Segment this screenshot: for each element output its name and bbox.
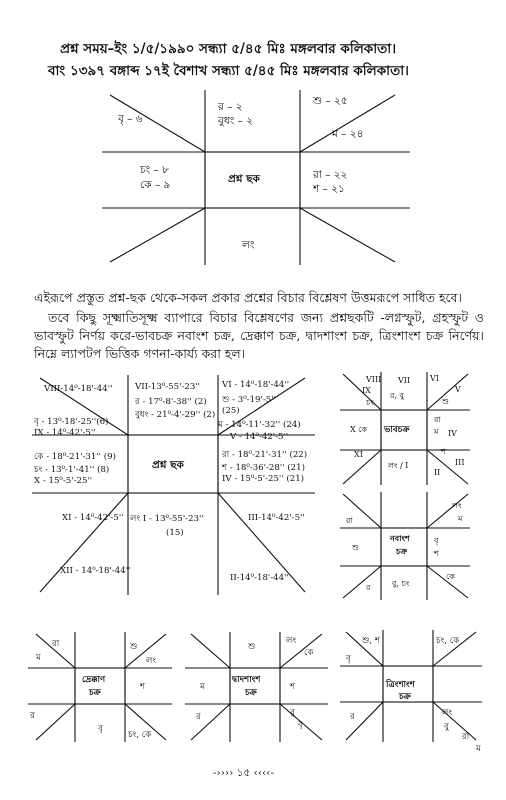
- chart1-mid-right-2: শ – ২১: [313, 183, 345, 195]
- bhava-v: V: [455, 385, 461, 394]
- drekkana-sha: শ: [140, 682, 146, 692]
- navamsha-m: ম: [458, 514, 463, 523]
- drekkana-ra: রা: [52, 639, 60, 649]
- navamsha-ke: কে: [446, 572, 455, 581]
- bhava-ix: IX: [362, 386, 371, 395]
- chart2-sha: শ - 18⁰-36'-28'' (21): [222, 463, 305, 473]
- bhava-shu: শু: [442, 397, 449, 406]
- chart2-cha: চং - 13⁰-1'-41'' (8): [34, 465, 110, 475]
- bhava-ii: II: [434, 468, 441, 477]
- chart1-mid-left-2: কে – ৯: [140, 179, 171, 191]
- chart2-shu-n: (25): [222, 406, 240, 416]
- chart2-ii: II-14⁰-18'-44'': [230, 573, 289, 583]
- bhava-x-ke: X কে: [350, 425, 368, 434]
- trimshamsha-ra: রা: [462, 732, 470, 742]
- trimshamsha-bri: বৃ: [346, 654, 351, 664]
- page-number: -›››› ১৫ ‹‹‹‹-: [213, 767, 274, 779]
- dwadashamsha-sha: শ: [290, 682, 296, 692]
- chart2-xi: XI - 14⁰-42'-5'': [62, 513, 124, 523]
- drekkana-lagna: লং: [146, 656, 157, 666]
- dwadashamsha-m: ম: [200, 682, 205, 692]
- chart2-shu: শু - 3⁰-19'-5'': [222, 395, 276, 405]
- bhava-ra-bu: র, বু: [390, 391, 404, 400]
- header-line-2: বাং ১৩৯৭ বঙ্গাব্দ ১৭ই বৈশাখ সন্ধ্যা ৫/৪৫ মিঃ মঙ্গলবার কলিকাতা।: [48, 63, 409, 79]
- trimshamsha-shu-sha: শু, শ: [362, 636, 380, 646]
- chart2-iii: III-14⁰-42'-5'': [248, 513, 305, 523]
- chart2-v: V - 14⁰-42'-5'': [230, 432, 289, 442]
- navamsha-lagna: লং: [452, 501, 462, 510]
- chart2-budh: বুধং - 21⁰-4'-29'' (2): [135, 410, 216, 420]
- navamsha-bu-cha: বু, চং: [392, 579, 410, 588]
- drekkana-center-1: দ্রেক্কাণ: [82, 675, 106, 685]
- chart2-raa: রা - 18⁰-21'-31'' (22): [222, 450, 308, 460]
- bhava-lagna: লং / I: [388, 461, 409, 470]
- chart2-x: X - 15⁰-5'-25'': [34, 476, 93, 486]
- bhava-ma: ম: [434, 427, 439, 436]
- chart2-xii: XII - 14⁰-18'-44'': [60, 566, 131, 576]
- chart2-vi: VI - 14⁰-18'-44'': [222, 380, 290, 390]
- drekkana-cha-ke: চং, কে: [128, 730, 152, 740]
- dwadashamsha-lagna: লং: [286, 636, 297, 646]
- navamsha-bri: বৃ: [434, 536, 439, 545]
- bhava-vi: VI: [430, 374, 439, 383]
- chart1-mid-left-1: চং – ৮: [140, 164, 169, 176]
- bhava-sha: শ: [441, 447, 446, 456]
- chart1-bottom: লং: [242, 239, 255, 251]
- trimshamsha-lagna: লং: [442, 708, 453, 718]
- dwadashamsha-center-2: চক্র: [245, 688, 257, 698]
- trimshamsha-m: ম: [476, 744, 481, 754]
- paragraph-2: তবে কিছু সূক্ষ্মাতিসূক্ষ্ম ব্যাপারে বিচার বিশ্লেষণের জন্য প্রশ্নছকটি -লগ্নস্ফুট, গ্রহস্ফুট ও ভাবস্ফুট নির্ণয় করে-ভাবচক্র নবাংশ চক্র, দ্রেক্কাণ চক্র, দ্বাদশাংশ চক্র, ত্রিংশাংশ চক্র নির্ণেয়। নিম্নে ল্যাপটপ ভিত্তিক গণনা-কার্য্য করা হল।: [34, 310, 484, 361]
- chart2-ix: IX - 14⁰-42'-5'': [34, 428, 96, 438]
- bhava-raa: রা: [434, 415, 441, 424]
- chart1-top-mid-2: বুধং – ২: [218, 115, 254, 127]
- navamsha-center-2: চক্র: [396, 546, 408, 556]
- bhava-xi: XI: [354, 450, 363, 459]
- navamsha-shu: শু: [352, 543, 359, 552]
- chart2-ma: ম - 14⁰-11'-32'' (24): [218, 420, 301, 430]
- chart2-center-label: প্রশ্ন ছক: [152, 459, 184, 471]
- chart2-lagna-n: (15): [166, 528, 184, 538]
- chart1-top-right-1: শু – ২৫: [313, 95, 348, 107]
- bhava-iii: III: [455, 458, 465, 467]
- drekkana-shu: শু: [130, 642, 138, 652]
- trimshamsha-r: র: [350, 712, 355, 722]
- chart1-mid-right-1: রা – ২২: [313, 169, 348, 181]
- bhava-vii: VII: [398, 376, 411, 385]
- bhava-center-label: ভাবচক্র: [384, 425, 410, 435]
- dwadashamsha-bu: বু: [290, 708, 295, 718]
- paragraph-1: এইরূপে প্রস্তুত প্রশ্ন-ছক থেকে-সকল প্রকার প্রশ্নের বিচার বিশ্লেষণ উত্তমরূপে সাধিত হবে।: [34, 290, 462, 305]
- dwadashamsha-ke: কে: [304, 648, 314, 658]
- chart2-ke: কে - 18⁰-21'-31'' (9): [34, 452, 116, 462]
- trimshamsha-center-2: চক্র: [399, 692, 411, 702]
- trimshamsha-cha-ke: চং, কে: [436, 636, 460, 646]
- dwadashamsha-shu: শু: [248, 642, 256, 652]
- drekkana-center-2: চক্র: [89, 688, 101, 698]
- header-line-1: প্রশ্ন সময়–ইং ১/৫/১৯৯০ সন্ধ্যা ৫/৪৫ মিঃ মঙ্গলবার কলিকাতা।: [60, 41, 397, 57]
- chart2-lagna: লং I - 13⁰-55'-23'': [130, 514, 204, 524]
- navamsha-r: র: [366, 583, 371, 592]
- navamsha-ra: রা: [346, 516, 353, 525]
- chart1-top-mid-1: র – ২: [218, 101, 243, 113]
- trimshamsha-center-1: ত্রিংশাংশ: [386, 680, 415, 690]
- chart1-center-label: প্রশ্ন ছক: [228, 173, 260, 185]
- chart2-ra: র - 17⁰-8'-38'' (2): [135, 397, 207, 407]
- drekkana-bri: বৃ: [98, 724, 103, 734]
- navamsha-center-1: নবাংশ: [390, 533, 410, 543]
- bhava-iv: IV: [448, 429, 457, 438]
- dwadashamsha-r: র: [196, 712, 201, 722]
- trimshamsha-bu: বু: [444, 722, 449, 732]
- bhava-cha: চং: [366, 398, 374, 407]
- dwadashamsha-center-1: দ্বাদশাংশ: [232, 675, 261, 685]
- chart1-top-left: বৃ – ৬: [118, 113, 143, 125]
- drekkana-r: র: [30, 711, 35, 721]
- chart1-top-right-2: ম – ২৪: [332, 128, 364, 140]
- drekkana-m: ম: [36, 653, 41, 663]
- dwadashamsha-bri: বৃ: [298, 720, 303, 730]
- chart2-bri: বৃ - 13⁰-18'-25''(6): [34, 417, 109, 427]
- navamsha-sha: শ: [434, 549, 439, 558]
- chart2-vii: VII-13⁰-55'-23'': [135, 382, 201, 392]
- chart2-viii: VIII-14⁰-18'-44'': [44, 384, 113, 394]
- chart2-iv: IV - 15⁰-5'-25'' (21): [222, 474, 305, 484]
- bhava-viii: VIII: [366, 375, 382, 384]
